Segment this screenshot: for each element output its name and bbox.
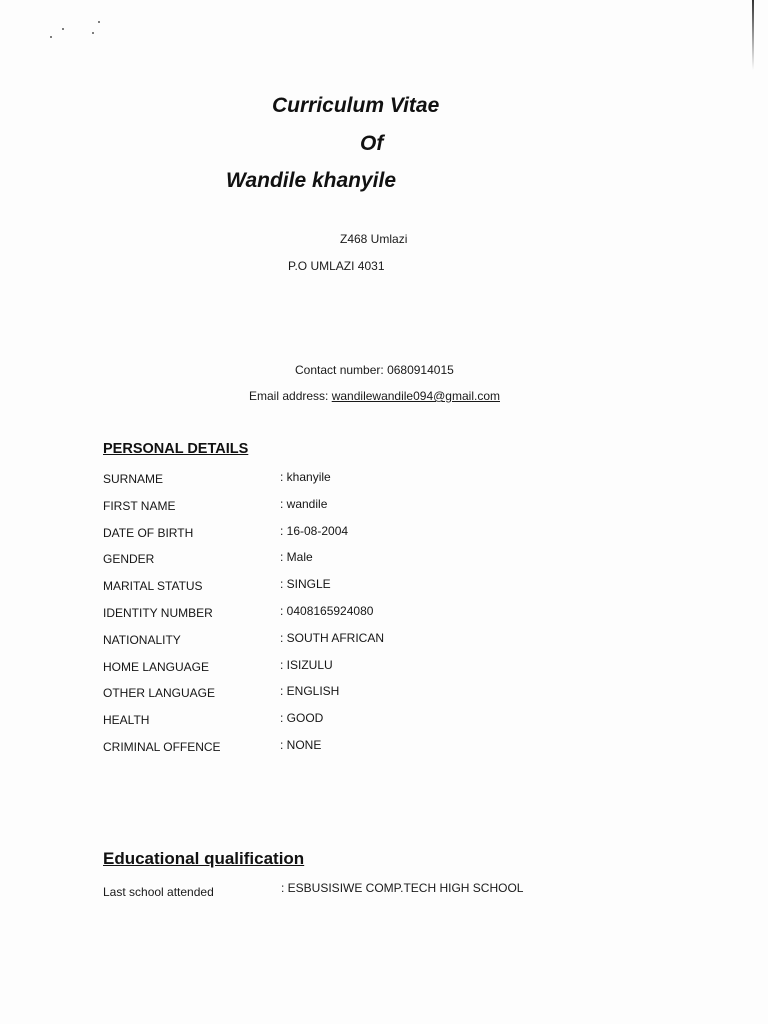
- cv-candidate-name: Wandile khanyile: [226, 169, 396, 192]
- personal-detail-row: [103, 497, 523, 524]
- personal-detail-value: : khanyile: [280, 470, 331, 484]
- personal-detail-value: : wandile: [280, 496, 328, 511]
- personal-detail-label: FIRST NAME: [103, 498, 176, 513]
- personal-detail-row: [103, 738, 523, 765]
- personal-detail-row: [103, 631, 523, 658]
- contact-number-label: Contact number:: [295, 363, 384, 377]
- personal-detail-value: : ISIZULU: [280, 657, 333, 672]
- cv-title: Curriculum Vitae: [272, 94, 440, 117]
- personal-detail-label: SURNAME: [103, 472, 164, 486]
- personal-detail-label: HOME LANGUAGE: [103, 659, 210, 674]
- personal-detail-value: : SOUTH AFRICAN: [280, 630, 385, 645]
- personal-detail-row: [103, 711, 523, 738]
- address-line-2: P.O UMLAZI 4031: [288, 259, 385, 273]
- personal-detail-label: NATIONALITY: [103, 632, 181, 647]
- personal-detail-value: : ENGLISH: [280, 684, 340, 699]
- personal-detail-value: : NONE: [280, 737, 322, 752]
- personal-details-table: [103, 470, 523, 765]
- personal-detail-label: DATE OF BIRTH: [103, 525, 194, 540]
- address-line-1: Z468 Umlazi: [340, 232, 408, 246]
- personal-detail-row: [103, 524, 523, 551]
- cv-title-of: Of: [360, 132, 384, 155]
- personal-detail-value: : 0408165924080: [280, 603, 374, 618]
- personal-detail-row: [103, 684, 523, 711]
- last-school-label: Last school attended: [103, 885, 214, 899]
- education-heading: Educational qualification: [103, 849, 305, 868]
- personal-detail-label: GENDER: [103, 552, 155, 567]
- email-address: [249, 389, 500, 403]
- personal-detail-row: [103, 577, 523, 604]
- contact-number: [295, 363, 454, 377]
- email-address-value[interactable]: wandilewandile094@gmail.com: [331, 389, 500, 403]
- personal-detail-row: [103, 470, 523, 497]
- email-address-label: Email address:: [249, 389, 329, 403]
- personal-detail-value: : 16-08-2004: [280, 523, 349, 538]
- personal-detail-label: IDENTITY NUMBER: [103, 605, 213, 620]
- personal-detail-row: [103, 550, 523, 577]
- personal-detail-label: CRIMINAL OFFENCE: [103, 739, 221, 754]
- personal-detail-label: MARITAL STATUS: [103, 579, 203, 594]
- scan-edge-line: [752, 0, 754, 70]
- personal-detail-value: : SINGLE: [280, 577, 331, 592]
- last-school-value: : ESBUSISIWE COMP.TECH HIGH SCHOOL: [281, 881, 524, 895]
- personal-detail-label: HEALTH: [103, 713, 150, 728]
- personal-detail-value: : Male: [280, 550, 313, 565]
- contact-number-value: 0680914015: [387, 363, 454, 377]
- personal-detail-label: OTHER LANGUAGE: [103, 686, 216, 701]
- personal-detail-row: [103, 604, 523, 631]
- personal-detail-value: : GOOD: [280, 711, 324, 726]
- personal-details-heading: PERSONAL DETAILS: [103, 441, 249, 457]
- personal-detail-row: [103, 658, 523, 685]
